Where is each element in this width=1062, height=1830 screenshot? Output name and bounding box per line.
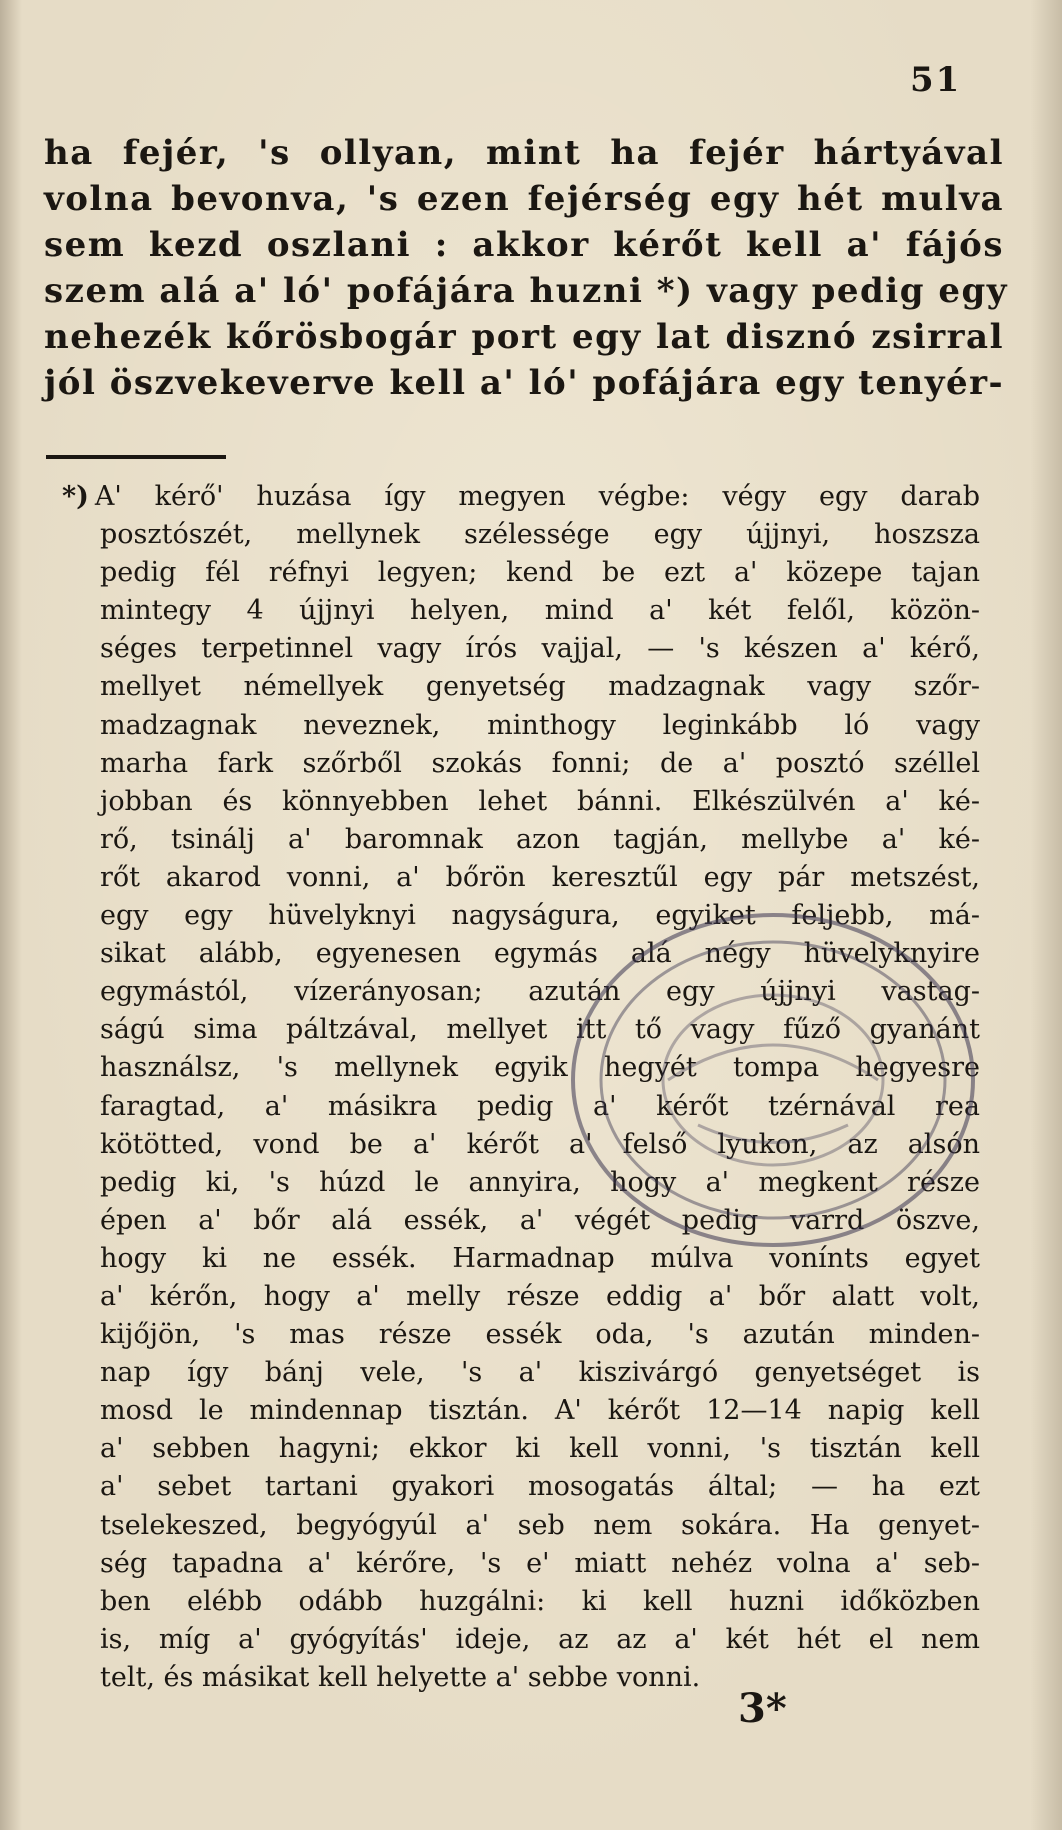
- footnote-line: telt, és másikat kell helyette a' sebbe vonni.: [100, 1661, 701, 1693]
- footnote-line: sikat alább, egyenesen egymás alá négy hüvelyknyire: [100, 938, 980, 970]
- footnote-line: rőt akarod vonni, a' bőrön keresztűl egy pár metszést,: [100, 861, 980, 893]
- footnote-line: madzagnak neveznek, minthogy leginkább ló vagy: [100, 709, 980, 741]
- footnote-line: séges terpetinnel vagy írós vajjal, — 's készen a' kérő,: [100, 633, 980, 665]
- footnote-line: is, míg a' gyógyítás' ideje, az az a' két hét el nem: [100, 1623, 980, 1655]
- footnote-line: tselekeszed, begyógyúl a' seb nem sokára. Ha genyet-: [100, 1509, 980, 1541]
- footnote-line: marha fark szőrből szokás fonni; de a' posztó széllel: [100, 747, 980, 779]
- footnote-line: pedig fél réfnyi legyen; kend be ezt a' közepe tajan: [100, 557, 980, 589]
- footnote-line: jobban és könnyebben lehet bánni. Elkészülvén a' ké-: [100, 785, 980, 817]
- footnote-line: használsz, 's mellynek egyik hegyét tompa hegyesre: [100, 1052, 980, 1084]
- footnote-line: faragtad, a' másikra pedig a' kérőt tzérnával rea: [100, 1090, 980, 1122]
- footnote-line: pedig ki, 's húzd le annyira, hogy a' megkent része: [100, 1166, 980, 1198]
- page-number: 51: [910, 60, 962, 100]
- footnote: [62, 478, 980, 1697]
- main-text-line: ha fejér, 's ollyan, mint ha fejér hártyával: [44, 133, 1004, 173]
- main-text-line: szem alá a' ló' pofájára huzni *) vagy pedig egy: [44, 271, 1008, 311]
- signature-mark: 3*: [738, 1685, 787, 1732]
- footnote-line: egy egy hüvelyknyi nagyságura, egyiket feljebb, má-: [100, 900, 980, 932]
- main-text-line: volna bevonva, 's ezen fejérség egy hét mulva: [44, 179, 1004, 219]
- main-text: [44, 130, 1008, 406]
- footnote-line: a' sebben hagyni; ekkor ki kell vonni, 's tisztán kell: [100, 1433, 980, 1465]
- footnote-line: mosd le mindennap tisztán. A' kérőt 12—14 napig kell: [100, 1395, 980, 1427]
- footnote-divider: [46, 455, 226, 459]
- footnote-line: kötötted, vond be a' kérőt a' felső lyukon, az alsón: [100, 1128, 980, 1160]
- footnote-marker: *): [62, 481, 89, 512]
- footnote-line: a' sebet tartani gyakori mosogatás által; — ha ezt: [100, 1471, 980, 1503]
- main-text-line: sem kezd oszlani : akkor kérőt kell a' fájós: [44, 225, 1004, 265]
- footnote-line: nap így bánj vele, 's a' kiszivárgó genyetséget is: [100, 1357, 980, 1389]
- footnote-line: a' kérőn, hogy a' melly része eddig a' bőr alatt volt,: [100, 1280, 980, 1312]
- footnote-line: mellyet némellyek genyetség madzagnak vagy szőr-: [100, 671, 980, 703]
- footnote-line: ben elébb odább huzgálni: ki kell huzni időközben: [100, 1585, 980, 1617]
- footnote-line: épen a' bőr alá essék, a' végét pedig varrd öszve,: [100, 1204, 980, 1236]
- footnote-line: egymástól, vízerányosan; azután egy újjnyi vastag-: [100, 976, 980, 1008]
- main-text-line: jól öszvekeverve kell a' ló' pofájára egy tenyér-: [44, 363, 1005, 403]
- main-text-line: nehezék kőrösbogár port egy lat disznó zsirral: [44, 317, 1004, 357]
- footnote-line: ságú sima páltzával, mellyet itt tő vagy fűző gyanánt: [100, 1014, 980, 1046]
- footnote-line: posztószét, mellynek szélessége egy újjnyi, hoszsza: [100, 519, 980, 551]
- footnote-line: hogy ki ne essék. Harmadnap múlva vonínts egyet: [100, 1242, 980, 1274]
- footnote-line: [62, 478, 980, 516]
- footnote-line: mintegy 4 újjnyi helyen, mind a' két felől, közön-: [100, 595, 980, 627]
- footnote-line: ség tapadna a' kérőre, 's e' miatt nehéz volna a' seb-: [100, 1547, 980, 1579]
- footnote-line-text: A' kérő' huzása így megyen végbe: végy egy darab: [94, 481, 980, 512]
- footnote-line: rő, tsinálj a' baromnak azon tagján, mellybe a' ké-: [100, 823, 980, 855]
- footnote-line: kijőjön, 's mas része essék oda, 's azután minden-: [100, 1319, 980, 1351]
